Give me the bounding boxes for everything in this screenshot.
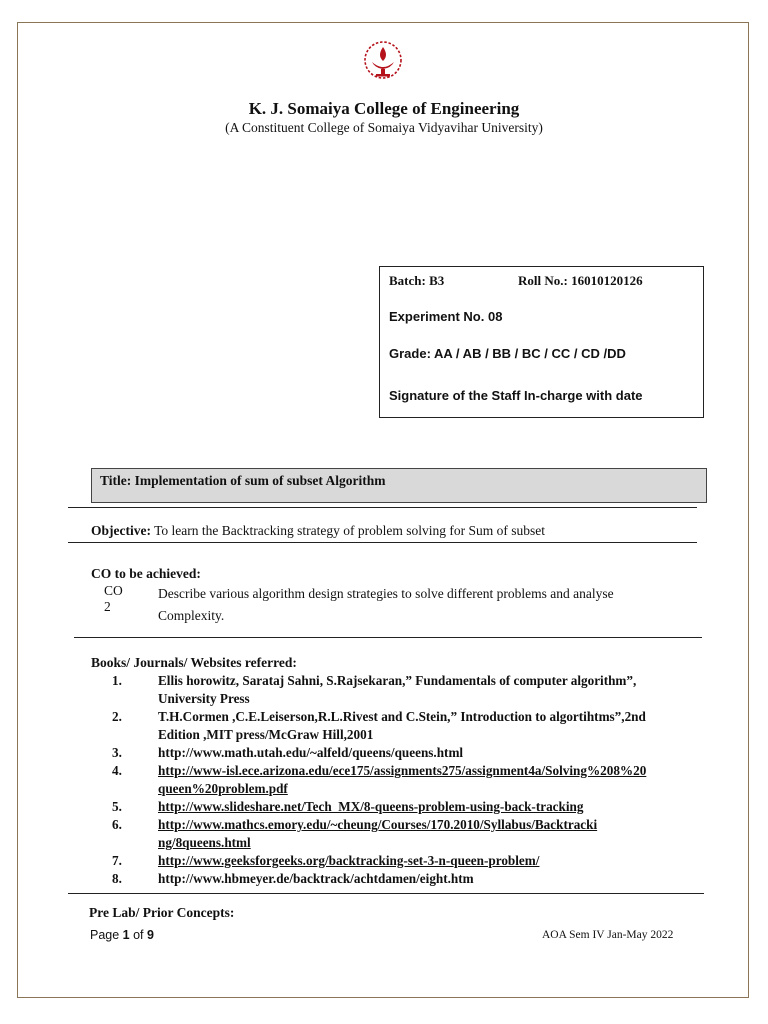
objective-label: Objective: (91, 523, 151, 538)
objective (91, 523, 545, 539)
co-code: CO 2 (104, 583, 123, 614)
prelab-heading: Pre Lab/ Prior Concepts: (89, 905, 235, 920)
reference-link[interactable]: http://www.math.utah.edu/~alfeld/queens/queens.html (158, 745, 464, 760)
reference-number: 1. (112, 673, 122, 688)
experiment-info-box (379, 266, 704, 418)
reference-number: 2. (112, 709, 122, 724)
page-total: 9 (147, 928, 154, 942)
reference-link[interactable]: http://www.geeksforgeeks.org/backtracking-set-3-n-queen-problem/ (158, 853, 540, 868)
reference-number: 6. (112, 817, 122, 832)
batch-label: Batch: B3 (389, 273, 445, 288)
divider (68, 893, 704, 894)
staff-signature-label: Signature of the Staff In-charge with date (389, 388, 643, 403)
page-current: 1 (122, 928, 130, 942)
somaiya-lamp-logo-icon (355, 38, 411, 86)
reference-link[interactable]: http://www-isl.ece.arizona.edu/ece175/assignments275/assignment4a/Solving%208%20queen%20problem.pdf (158, 763, 647, 796)
page-of: of (129, 928, 147, 942)
reference-link[interactable]: http://www.hbmeyer.de/backtrack/achtdamen/eight.htm (158, 871, 474, 886)
reference-number: 7. (112, 853, 122, 868)
page-number (90, 928, 154, 942)
divider (74, 637, 702, 638)
college-name: K. J. Somaiya College of Engineering (248, 99, 520, 118)
co-description: Describe various algorithm design strategies to solve different problems and analyse Complexity. (158, 586, 614, 623)
reference-number: 8. (112, 871, 122, 886)
reference-number: 3. (112, 745, 122, 760)
references-heading: Books/ Journals/ Websites referred: (91, 655, 297, 670)
page-prefix: Page (90, 928, 123, 942)
co-heading: CO to be achieved: (91, 566, 201, 581)
divider (68, 507, 697, 508)
reference-number: 4. (112, 763, 122, 778)
reference-link[interactable]: http://www.mathcs.emory.edu/~cheung/Courses/170.2010/Syllabus/Backtracking/8queens.html (158, 817, 598, 850)
college-subtitle: (A Constituent College of Somaiya Vidyavihar University) (225, 120, 543, 135)
reference-number: 5. (112, 799, 122, 814)
experiment-number: Experiment No. 08 (389, 309, 503, 324)
roll-no-label: Roll No.: 16010120126 (518, 273, 643, 288)
reference-text: Ellis horowitz, Sarataj Sahni, S.Rajsekaran,” Fundamentals of computer algorithm”, University Press (158, 673, 637, 706)
reference-link[interactable]: http://www.slideshare.net/Tech_MX/8-queens-problem-using-back-tracking (158, 799, 584, 814)
experiment-title: Title: Implementation of sum of subset Algorithm (91, 468, 707, 503)
reference-text: T.H.Cormen ,C.E.Leiserson,R.L.Rivest and C.Stein,” Introduction to algortihtms”,2nd Edition ,MIT press/McGraw Hill,2001 (158, 709, 646, 742)
course-footer: AOA Sem IV Jan-May 2022 (542, 929, 674, 941)
objective-text: To learn the Backtracking strategy of problem solving for Sum of subset (154, 523, 545, 538)
divider (68, 542, 697, 543)
grade-options: Grade: AA / AB / BB / BC / CC / CD /DD (389, 346, 626, 361)
